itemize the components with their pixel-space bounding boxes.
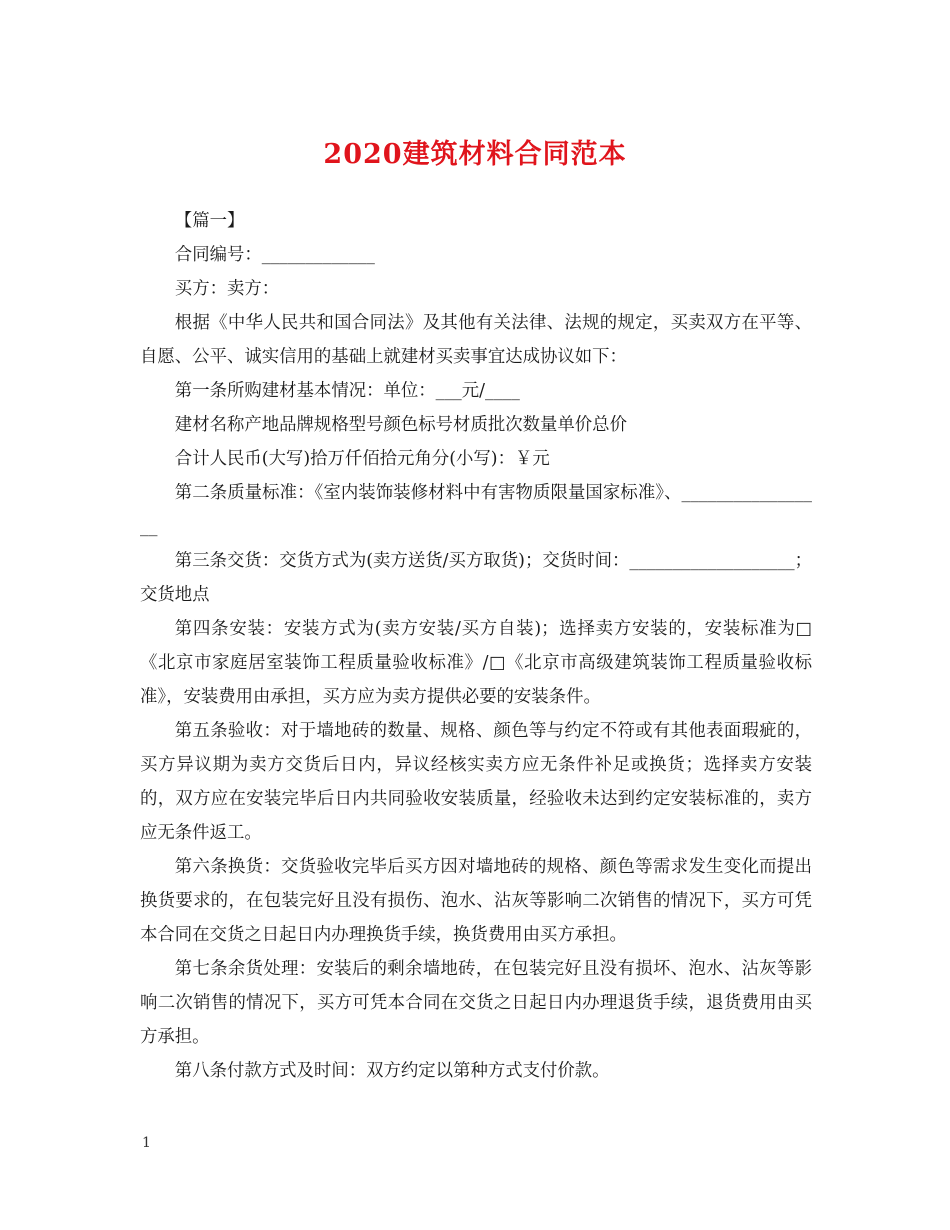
- article-2: 第二条质量标准：《室内装饰装修材料中有害物质限量国家标准》、_________________: [140, 483, 812, 537]
- article-1: 第一条所购建材基本情况：单位：___元/____: [174, 381, 520, 401]
- parties-line: 买方：卖方：: [174, 279, 280, 299]
- total-amount-line: 合计人民币(大写)拾万仟佰拾元角分(小写)：￥元: [174, 449, 550, 469]
- article-8: 第八条付款方式及时间：双方约定以第种方式支付价款。: [174, 1061, 610, 1081]
- contract-number-line: 合同编号：_____________: [174, 245, 375, 265]
- article-5: 第五条验收：对于墙地砖的数量、规格、颜色等与约定不符或有其他表面瑕疵的，买方异议期为卖方交货后日内，异议经核实卖方应无条件补足或换货；选择卖方安装的，双方应在安装完毕后日内共同验收安装质量，经验收未达到约定安装标准的，卖方应无条件返工。: [140, 721, 812, 843]
- article-6: 第六条换货：交货验收完毕后买方因对墙地砖的规格、颜色等需求发生变化而提出换货要求的，在包装完好且没有损伤、泡水、沾灰等影响二次销售的情况下，买方可凭本合同在交货之日起日内办理换货手续，换货费用由买方承担。: [140, 857, 812, 945]
- document-title: 2020建筑材料合同范本: [323, 139, 627, 170]
- preamble-paragraph: 根据《中华人民共和国合同法》及其他有关法律、法规的规定，买卖双方在平等、自愿、公平、诚实信用的基础上就建材买卖事宜达成协议如下：: [140, 313, 812, 367]
- article-7: 第七条余货处理：安装后的剩余墙地砖，在包装完好且没有损坏、泡水、沾灰等影响二次销售的情况下，买方可凭本合同在交货之日起日内办理退货手续，退货费用由买方承担。: [140, 959, 812, 1047]
- page-number: 1: [142, 1135, 151, 1151]
- article-3: 第三条交货：交货方式为(卖方送货/买方取货)；交货时间：___________________；交货地点: [140, 551, 812, 605]
- material-columns-line: 建材名称产地品牌规格型号颜色标号材质批次数量单价总价: [174, 415, 627, 435]
- document-body: [140, 204, 812, 1088]
- section-heading: 【篇一】: [174, 211, 245, 231]
- article-4: 第四条安装：安装方式为(卖方安装/买方自装)；选择卖方安装的，安装标准为□《北京市家庭居室装饰工程质量验收标准》/□《北京市高级建筑装饰工程质量验收标准》，安装费用由承担，买方应为卖方提供必要的安装条件。: [140, 619, 812, 707]
